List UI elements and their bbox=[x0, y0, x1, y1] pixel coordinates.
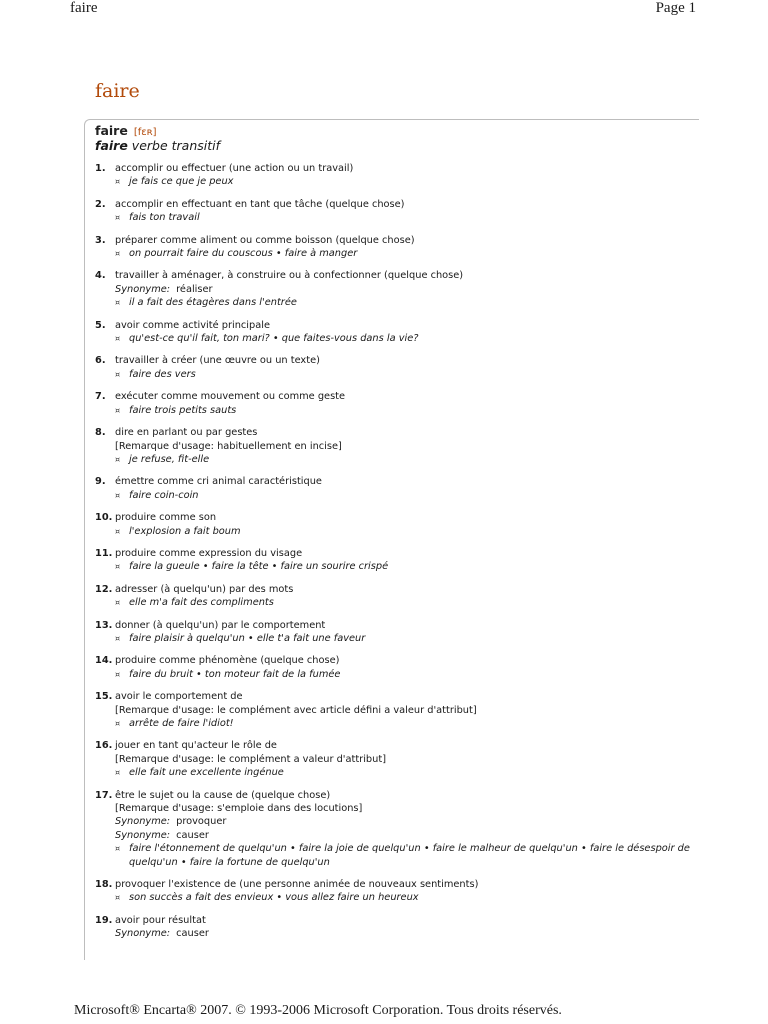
usage-note: [Remarque d'usage: le complément avec article défini a valeur d'attribut] bbox=[115, 704, 477, 716]
example-sentence bbox=[115, 668, 695, 681]
definition-number: 18. bbox=[95, 879, 113, 891]
example-bullet-icon: ¤ bbox=[115, 526, 121, 536]
synonym bbox=[115, 927, 695, 940]
definition-item bbox=[95, 234, 695, 261]
definition-number: 17. bbox=[95, 789, 113, 801]
definition-item bbox=[95, 390, 695, 417]
definition-number: 2. bbox=[95, 198, 106, 210]
definition-text: travailler à aménager, à construire ou à confectionner (quelque chose) bbox=[115, 270, 464, 282]
definition-number: 3. bbox=[95, 234, 106, 246]
example-text: faire coin-coin bbox=[129, 489, 199, 501]
synonym bbox=[115, 815, 695, 828]
example-text: je fais ce que je peux bbox=[129, 176, 234, 188]
example-bullet-icon: ¤ bbox=[115, 177, 121, 187]
definition-list bbox=[95, 162, 695, 941]
synonym-label: Synonyme: bbox=[115, 816, 171, 828]
example-text: faire trois petits sauts bbox=[129, 404, 237, 416]
definition-item bbox=[95, 511, 695, 538]
synonym bbox=[115, 283, 695, 296]
page-number: Page 1 bbox=[655, 0, 696, 16]
page-header-title: faire bbox=[70, 0, 98, 16]
definition-text: donner (à quelqu'un) par le comportement bbox=[115, 619, 326, 631]
dictionary-entry bbox=[95, 120, 695, 950]
definition-item bbox=[95, 354, 695, 381]
example-sentence bbox=[115, 717, 695, 730]
headword-line bbox=[95, 120, 695, 139]
definition-item bbox=[95, 739, 695, 779]
example-sentence bbox=[115, 175, 695, 188]
example-text: je refuse, fit-elle bbox=[129, 453, 210, 465]
example-sentence bbox=[115, 596, 695, 609]
example-bullet-icon: ¤ bbox=[115, 768, 121, 778]
synonym-value: réaliser bbox=[176, 283, 213, 295]
example-bullet-icon: ¤ bbox=[115, 213, 121, 223]
example-bullet-icon: ¤ bbox=[115, 334, 121, 344]
example-text: faire plaisir à quelqu'un • elle t'a fait une faveur bbox=[129, 632, 366, 644]
definition-number: 19. bbox=[95, 914, 113, 926]
synonym bbox=[115, 829, 695, 842]
definition-item bbox=[95, 690, 695, 730]
definition-number: 5. bbox=[95, 319, 106, 331]
usage-note: [Remarque d'usage: s'emploie dans des locutions] bbox=[115, 803, 363, 815]
definition-number: 4. bbox=[95, 270, 106, 282]
example-text: elle fait une excellente ingénue bbox=[129, 767, 284, 779]
example-bullet-icon: ¤ bbox=[115, 893, 121, 903]
example-sentence bbox=[115, 211, 695, 224]
page-title: faire bbox=[95, 80, 140, 102]
example-sentence bbox=[115, 332, 695, 345]
example-sentence bbox=[115, 766, 695, 779]
definition-number: 11. bbox=[95, 547, 113, 559]
example-text: faire des vers bbox=[129, 368, 196, 380]
definition-text: être le sujet ou la cause de (quelque chose) bbox=[115, 789, 331, 801]
definition-number: 6. bbox=[95, 355, 106, 367]
definition-text: provoquer l'existence de (une personne animée de nouveaux sentiments) bbox=[115, 879, 479, 891]
synonym-label: Synonyme: bbox=[115, 283, 171, 295]
definition-text: produire comme phénomène (quelque chose) bbox=[115, 655, 340, 667]
definition-item bbox=[95, 198, 695, 225]
example-bullet-icon: ¤ bbox=[115, 669, 121, 679]
definition-text: émettre comme cri animal caractéristique bbox=[115, 476, 322, 488]
part-of-speech: verbe transitif bbox=[131, 138, 221, 153]
usage-note: [Remarque d'usage: habituellement en incise] bbox=[115, 440, 342, 452]
definition-number: 10. bbox=[95, 512, 113, 524]
definition-text: produire comme expression du visage bbox=[115, 547, 303, 559]
definition-number: 7. bbox=[95, 391, 106, 403]
definition-item bbox=[95, 547, 695, 574]
definition-item bbox=[95, 475, 695, 502]
definition-text: avoir le comportement de bbox=[115, 691, 243, 703]
example-bullet-icon: ¤ bbox=[115, 719, 121, 728]
definition-item bbox=[95, 789, 695, 869]
definition-number: 13. bbox=[95, 619, 113, 631]
definition-text: dire en parlant ou par gestes bbox=[115, 427, 258, 439]
example-sentence bbox=[115, 368, 695, 381]
definition-text: adresser (à quelqu'un) par des mots bbox=[115, 583, 294, 595]
definition-number: 9. bbox=[95, 476, 106, 488]
example-bullet-icon: ¤ bbox=[115, 562, 121, 572]
example-text: on pourrait faire du couscous • faire à manger bbox=[129, 248, 358, 260]
definition-number: 1. bbox=[95, 163, 106, 174]
definition-item bbox=[95, 878, 695, 905]
example-bullet-icon: ¤ bbox=[115, 844, 121, 854]
definition-item bbox=[95, 162, 695, 189]
synonym-value: causer bbox=[176, 829, 209, 841]
synonym-label: Synonyme: bbox=[115, 928, 171, 940]
definition-item bbox=[95, 583, 695, 610]
definition-number: 14. bbox=[95, 655, 113, 667]
usage-note: [Remarque d'usage: le complément a valeur d'attribut] bbox=[115, 753, 387, 765]
example-sentence bbox=[115, 453, 695, 466]
example-sentence bbox=[115, 560, 695, 573]
synonym-value: provoquer bbox=[176, 816, 227, 828]
example-sentence bbox=[115, 891, 695, 904]
example-text: arrête de faire l'idiot! bbox=[129, 718, 234, 729]
example-bullet-icon: ¤ bbox=[115, 633, 121, 643]
definition-item bbox=[95, 914, 695, 941]
example-bullet-icon: ¤ bbox=[115, 490, 121, 500]
definition-item bbox=[95, 269, 695, 309]
definition-item bbox=[95, 426, 695, 466]
definition-text: préparer comme aliment ou comme boisson (quelque chose) bbox=[115, 234, 415, 246]
example-sentence bbox=[115, 489, 695, 502]
example-sentence bbox=[115, 247, 695, 260]
definition-item bbox=[95, 619, 695, 646]
example-sentence bbox=[115, 632, 695, 645]
synonym-label: Synonyme: bbox=[115, 829, 171, 841]
part-of-speech-line bbox=[95, 139, 695, 153]
example-text: elle m'a fait des compliments bbox=[129, 597, 274, 609]
example-text: faire l'étonnement de quelqu'un • faire la joie de quelqu'un • faire le malheur de quelqu'un • faire le désespoir de quelqu'un • faire la fortune de quelqu'un bbox=[129, 843, 690, 868]
definition-number: 8. bbox=[95, 427, 106, 439]
headword: faire bbox=[95, 123, 128, 138]
example-bullet-icon: ¤ bbox=[115, 369, 121, 379]
definition-number: 16. bbox=[95, 740, 113, 752]
example-sentence bbox=[115, 404, 695, 417]
definition-text: produire comme son bbox=[115, 512, 217, 524]
definition-number: 15. bbox=[95, 691, 113, 703]
example-text: fais ton travail bbox=[129, 212, 200, 224]
definition-text: accomplir en effectuant en tant que tâche (quelque chose) bbox=[115, 198, 405, 210]
example-text: il a fait des étagères dans l'entrée bbox=[129, 297, 297, 309]
example-bullet-icon: ¤ bbox=[115, 405, 121, 415]
pronunciation: [fɛʀ] bbox=[133, 127, 157, 138]
copyright-footer: Microsoft® Encarta® 2007. © 1993-2006 Microsoft Corporation. Tous droits réservés. bbox=[74, 1003, 562, 1018]
definition-text: jouer en tant qu'acteur le rôle de bbox=[115, 740, 277, 752]
example-sentence bbox=[115, 842, 695, 869]
definition-text: avoir comme activité principale bbox=[115, 319, 270, 331]
example-text: faire du bruit • ton moteur fait de la fumée bbox=[129, 668, 341, 680]
example-text: faire la gueule • faire la tête • faire un sourire crispé bbox=[129, 561, 389, 573]
example-sentence bbox=[115, 525, 695, 538]
example-bullet-icon: ¤ bbox=[115, 454, 121, 464]
example-bullet-icon: ¤ bbox=[115, 598, 121, 608]
synonym-value: causer bbox=[176, 928, 209, 940]
definition-number: 12. bbox=[95, 583, 113, 595]
example-text: son succès a fait des envieux • vous allez faire un heureux bbox=[129, 892, 419, 904]
example-text: l'explosion a fait boum bbox=[129, 525, 241, 537]
definition-text: travailler à créer (une œuvre ou un texte) bbox=[115, 355, 320, 367]
definition-item bbox=[95, 319, 695, 346]
definition-text: exécuter comme mouvement ou comme geste bbox=[115, 391, 346, 403]
example-bullet-icon: ¤ bbox=[115, 249, 121, 259]
example-text: qu'est-ce qu'il fait, ton mari? • que faites-vous dans la vie? bbox=[129, 333, 419, 345]
definition-item bbox=[95, 654, 695, 681]
example-bullet-icon: ¤ bbox=[115, 298, 121, 308]
definition-text: avoir pour résultat bbox=[115, 914, 206, 926]
example-sentence bbox=[115, 296, 695, 309]
definition-text: accomplir ou effectuer (une action ou un travail) bbox=[115, 163, 354, 174]
sub-headword: faire bbox=[95, 138, 128, 153]
